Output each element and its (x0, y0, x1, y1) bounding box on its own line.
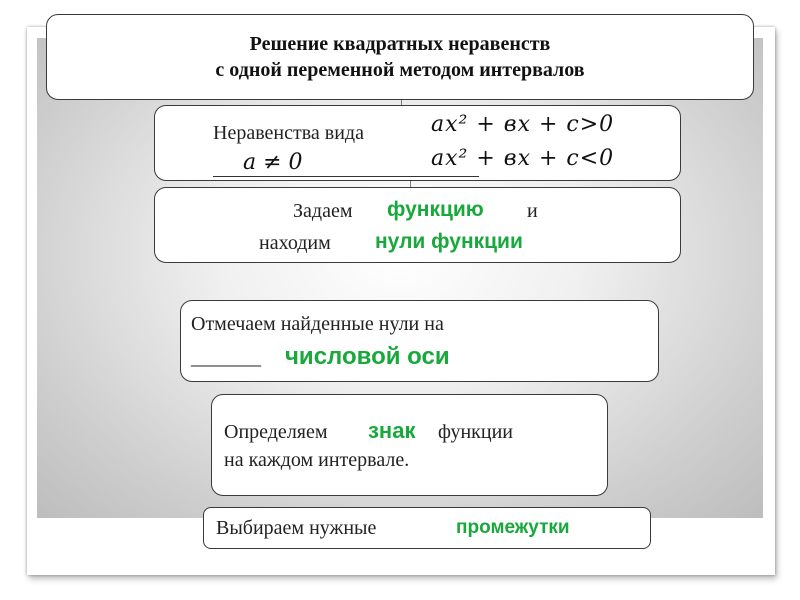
step2-suffix: и (527, 200, 538, 222)
title-line-2: с одной переменной методом интервалов (215, 59, 585, 81)
step4-box (211, 394, 608, 496)
step3-line1: Отмечаем найденные нули на (191, 313, 444, 335)
step1-box (154, 105, 681, 181)
step2-find: находим (259, 232, 331, 254)
step5-prefix: Выбираем нужные (216, 517, 377, 539)
step4-highlight-sign: знак (368, 418, 416, 443)
title-box (46, 14, 754, 100)
title-line-1: Решение квадратных неравенств (249, 33, 551, 55)
step2-box (154, 187, 681, 263)
step1-label: Неравенства вида (213, 122, 364, 144)
step3-box (180, 300, 659, 382)
step5-highlight-intervals: промежутки (456, 517, 570, 538)
step4-line2: на каждом интервале. (224, 449, 410, 471)
step2-highlight-zeros: нули функции (375, 230, 523, 253)
step3-blank: _______ (191, 347, 261, 369)
step3-highlight-axis: числовой оси (285, 343, 450, 370)
step4-prefix: Определяем (224, 421, 328, 443)
step4-suffix: функции (438, 421, 513, 443)
inequality-less: ax² + вx + c<0 (431, 146, 615, 171)
step2-highlight-function: функцию (387, 198, 484, 221)
step1-underline (213, 176, 479, 177)
step2-prefix: Задаем (293, 200, 353, 222)
step5-box (203, 507, 651, 549)
inequality-greater: ax² + вx + c>0 (431, 112, 615, 137)
condition-a-not-zero: a ≠ 0 (243, 150, 303, 175)
